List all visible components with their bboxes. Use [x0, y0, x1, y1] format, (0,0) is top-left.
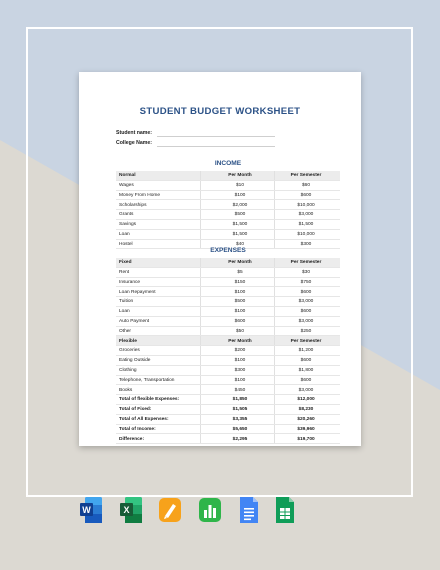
- row-label: Scholarships: [119, 202, 147, 208]
- column-divider: [200, 405, 201, 414]
- row-label: Groceries: [119, 348, 140, 354]
- per-semester-value: $60: [301, 182, 311, 188]
- row-label: Flexible: [119, 338, 137, 344]
- per-semester-value: $600: [300, 358, 312, 364]
- per-month-value: $5: [237, 269, 243, 275]
- flexible-expense-row: [116, 356, 340, 366]
- per-month-value: $1,850: [232, 397, 248, 403]
- column-divider: [274, 220, 275, 229]
- row-label: Total of Income:: [119, 426, 156, 432]
- fixed-header-row: [116, 258, 340, 268]
- per-semester-value: $10,000: [297, 202, 315, 208]
- total-row: [116, 425, 340, 435]
- column-divider: [274, 297, 275, 306]
- college-name-label: College Name:: [116, 140, 153, 146]
- per-semester-value: $600: [300, 289, 312, 295]
- per-semester-value: $3,000: [298, 387, 314, 393]
- row-label: Books: [119, 387, 133, 393]
- row-label: Clothing: [119, 367, 137, 373]
- row-label: Loan: [119, 231, 130, 237]
- column-divider: [274, 181, 275, 190]
- per-month-value: $500: [234, 212, 246, 218]
- svg-text:X: X: [123, 505, 130, 515]
- google-sheets-icon[interactable]: [273, 496, 297, 524]
- per-semester-value: $19,700: [297, 436, 315, 442]
- column-divider: [200, 395, 201, 404]
- per-month-value: $450: [234, 387, 246, 393]
- fixed-expense-row: [116, 268, 340, 278]
- expenses-heading: EXPENSES: [210, 247, 246, 254]
- column-divider: [200, 385, 201, 394]
- row-label: Total of flexible Expenses:: [119, 397, 180, 403]
- per-semester-value: Per Semester: [290, 260, 322, 266]
- flexible-header-row: [116, 336, 340, 346]
- per-month-value: $150: [234, 279, 246, 285]
- per-semester-value: $600: [300, 377, 312, 383]
- per-month-value: $200: [234, 348, 246, 354]
- column-divider: [274, 346, 275, 355]
- row-label: Loan: [119, 309, 130, 315]
- row-label: Eating Outside: [119, 358, 151, 364]
- per-semester-value: Per Semester: [290, 338, 322, 344]
- fixed-expense-row: [116, 327, 340, 337]
- student-name-line: [157, 136, 275, 137]
- column-divider: [274, 327, 275, 336]
- income-header-row: [116, 171, 340, 181]
- income-row: [116, 220, 340, 230]
- per-semester-value: $600: [300, 309, 312, 315]
- word-icon[interactable]: [79, 496, 103, 524]
- column-divider: [274, 395, 275, 404]
- fixed-expense-row: [116, 297, 340, 307]
- row-label: Fixed: [119, 260, 132, 266]
- per-month-value: $2,295: [232, 436, 248, 442]
- per-semester-value: $30: [301, 269, 311, 275]
- income-row: [116, 181, 340, 191]
- row-label: Other: [119, 328, 131, 334]
- column-divider: [200, 171, 201, 180]
- column-divider: [274, 258, 275, 267]
- fixed-expense-row: [116, 307, 340, 317]
- column-divider: [200, 415, 201, 424]
- flexible-expense-row: [116, 385, 340, 395]
- numbers-icon[interactable]: [198, 496, 222, 524]
- column-divider: [274, 278, 275, 287]
- row-label: Auto Payment: [119, 318, 150, 324]
- file-format-icons: [0, 496, 440, 528]
- per-semester-value: $300: [300, 241, 312, 247]
- column-divider: [200, 191, 201, 200]
- column-divider: [274, 434, 275, 443]
- column-divider: [200, 210, 201, 219]
- per-month-value: $100: [234, 309, 246, 315]
- per-month-value: $5,650: [232, 426, 248, 432]
- column-divider: [274, 307, 275, 316]
- per-semester-value: $3,000: [298, 212, 314, 218]
- per-month-value: $100: [234, 377, 246, 383]
- per-semester-value: $20,260: [297, 416, 315, 422]
- total-row: [116, 395, 340, 405]
- document-page: [79, 72, 361, 446]
- column-divider: [274, 415, 275, 424]
- row-label: Savings: [119, 222, 137, 228]
- per-month-value: $100: [234, 192, 246, 198]
- column-divider: [200, 278, 201, 287]
- excel-icon[interactable]: [119, 496, 143, 524]
- column-divider: [274, 171, 275, 180]
- column-divider: [274, 385, 275, 394]
- fixed-expense-row: [116, 317, 340, 327]
- per-month-value: Per Month: [228, 338, 252, 344]
- row-label: Grants: [119, 212, 134, 218]
- per-semester-value: $3,000: [298, 318, 314, 324]
- per-month-value: Per Month: [228, 173, 252, 179]
- column-divider: [200, 268, 201, 277]
- fixed-expense-row: [116, 287, 340, 297]
- column-divider: [274, 200, 275, 209]
- row-label: Telephone, Transportation: [119, 377, 175, 383]
- column-divider: [200, 230, 201, 239]
- column-divider: [274, 230, 275, 239]
- column-divider: [274, 366, 275, 375]
- row-label: Difference:: [119, 436, 145, 442]
- column-divider: [200, 287, 201, 296]
- column-divider: [200, 356, 201, 365]
- per-month-value: $500: [234, 299, 246, 305]
- column-divider: [274, 405, 275, 414]
- college-name-line: [157, 146, 275, 147]
- column-divider: [274, 425, 275, 434]
- per-month-value: $1,505: [232, 407, 248, 413]
- column-divider: [200, 258, 201, 267]
- row-label: Insurance: [119, 279, 141, 285]
- column-divider: [274, 336, 275, 345]
- column-divider: [200, 425, 201, 434]
- income-row: [116, 210, 340, 220]
- column-divider: [200, 297, 201, 306]
- column-divider: [200, 317, 201, 326]
- column-divider: [200, 327, 201, 336]
- total-row: [116, 434, 340, 444]
- flexible-expense-row: [116, 376, 340, 386]
- column-divider: [200, 200, 201, 209]
- row-label: Money From Home: [119, 192, 161, 198]
- per-month-value: $40: [235, 241, 245, 247]
- per-semester-value: $1,800: [298, 367, 314, 373]
- per-month-value: $100: [234, 358, 246, 364]
- income-row: [116, 200, 340, 210]
- document-title: STUDENT BUDGET WORKSHEET: [139, 106, 301, 117]
- google-docs-icon[interactable]: [237, 496, 261, 524]
- per-semester-value: $750: [300, 279, 312, 285]
- column-divider: [200, 181, 201, 190]
- row-label: Total of Fixed:: [119, 407, 152, 413]
- row-label: Tuition: [119, 299, 134, 305]
- total-row: [116, 415, 340, 425]
- per-month-value: $1,500: [232, 231, 248, 237]
- flexible-expense-row: [116, 366, 340, 376]
- per-semester-value: $1,200: [298, 348, 314, 354]
- per-month-value: $10: [235, 182, 245, 188]
- column-divider: [200, 346, 201, 355]
- row-label: Total of All Expenses:: [119, 416, 169, 422]
- per-semester-value: Per Semester: [290, 173, 322, 179]
- row-label: Hostel: [119, 241, 133, 247]
- per-month-value: $100: [234, 289, 246, 295]
- column-divider: [200, 434, 201, 443]
- per-month-value: $1,500: [232, 222, 248, 228]
- per-month-value: Per Month: [228, 260, 252, 266]
- row-label: Loan Repayment: [119, 289, 156, 295]
- column-divider: [200, 376, 201, 385]
- per-month-value: $2,000: [232, 202, 248, 208]
- student-name-label: Student name:: [116, 130, 153, 136]
- column-divider: [274, 287, 275, 296]
- fixed-expense-row: [116, 278, 340, 288]
- column-divider: [274, 268, 275, 277]
- column-divider: [200, 307, 201, 316]
- per-semester-value: $39,960: [297, 426, 315, 432]
- column-divider: [274, 191, 275, 200]
- per-semester-value: $8,230: [298, 407, 314, 413]
- row-label: Normal: [119, 173, 136, 179]
- per-month-value: $600: [234, 318, 246, 324]
- column-divider: [274, 376, 275, 385]
- income-row: [116, 191, 340, 201]
- column-divider: [200, 336, 201, 345]
- per-semester-value: $1,500: [298, 222, 314, 228]
- flexible-expense-row: [116, 346, 340, 356]
- income-row: [116, 230, 340, 240]
- per-semester-value: $10,000: [297, 231, 315, 237]
- per-semester-value: $600: [300, 192, 312, 198]
- per-month-value: $50: [235, 328, 245, 334]
- per-semester-value: $12,000: [297, 397, 315, 403]
- per-semester-value: $3,000: [298, 299, 314, 305]
- row-label: Wages: [119, 182, 134, 188]
- row-label: Rent: [119, 269, 130, 275]
- column-divider: [274, 210, 275, 219]
- per-month-value: $300: [234, 367, 246, 373]
- column-divider: [274, 317, 275, 326]
- column-divider: [200, 220, 201, 229]
- per-semester-value: $250: [300, 328, 312, 334]
- column-divider: [274, 356, 275, 365]
- column-divider: [200, 366, 201, 375]
- pages-icon[interactable]: [158, 496, 182, 524]
- per-month-value: $3,355: [232, 416, 248, 422]
- income-heading: INCOME: [214, 160, 242, 167]
- total-row: [116, 405, 340, 415]
- svg-text:W: W: [82, 505, 91, 515]
